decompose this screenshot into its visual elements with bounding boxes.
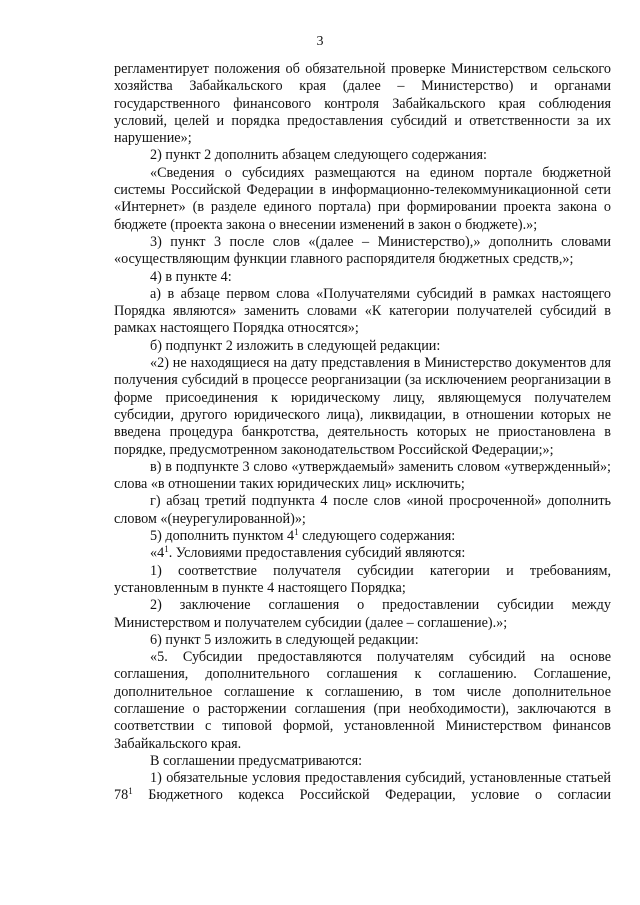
superscript: 1 (128, 786, 133, 797)
paragraph (114, 545, 611, 562)
paragraph-text-after: . Условиями предоставления субсидий являются: (168, 545, 466, 562)
superscript: 1 (294, 527, 299, 538)
paragraph-text: 2) пункт 2 дополнить абзацем следующего содержания: (150, 147, 487, 164)
paragraph-text: 4) в пункте 4: (150, 268, 232, 285)
superscript: 1 (164, 544, 169, 555)
paragraph-text: 5) дополнить пунктом 4 (150, 528, 295, 545)
paragraph-text: 1) соответствие получателя субсидии категории и требованиям, установленным в пункте 4 настоящего Порядка; (114, 562, 611, 596)
paragraph-text: «4 (150, 545, 165, 562)
paragraph-text: «Сведения о субсидиях размещаются на едином портале бюджетной системы Российской Федерации в информационно-телекоммуникационной сети «Интернет» (в разделе единого портала) при формировании проекта закона о бюджете (проекта закона о внесении изменений в закон о бюджете).»; (114, 164, 611, 233)
paragraph (114, 165, 611, 234)
paragraph-text: регламентирует положения об обязательной проверке Министерством сельского хозяйства Забайкальского края (далее – Министерство) и органами государственного финансового контроля Забайкальского края соблюдения условий, целей и порядка предоставления субсидий и ответственности за их нарушение»; (114, 61, 611, 147)
paragraph (114, 753, 611, 770)
paragraph (114, 597, 611, 632)
paragraph (114, 563, 611, 598)
paragraph-text: 2) заключение соглашения о предоставлении субсидии между Министерством и получателем субсидии (далее – соглашение).»; (114, 597, 611, 631)
paragraph (114, 234, 611, 269)
paragraph (114, 355, 611, 459)
paragraph-text: 6) пункт 5 изложить в следующей редакции: (150, 631, 419, 648)
page-number: 3 (316, 34, 324, 49)
paragraph-text: а) в абзаце первом слова «Получателями субсидий в рамках настоящего Порядка являются» заменить словами «К категории получателей субсидий в рамках настоящего Порядка относятся»; (114, 285, 611, 337)
paragraph-text-after: Бюджетного кодекса Российской Федерации, условие о согласии (132, 787, 611, 804)
paragraph (114, 770, 611, 805)
paragraph (114, 528, 611, 545)
paragraph-text: б) подпункт 2 изложить в следующей редакции: (150, 337, 441, 354)
document-body (114, 61, 611, 805)
paragraph-text: «5. Субсидии предоставляются получателям субсидий на основе соглашения, дополнительного соглашения к соглашению. Соглашение, дополнительное соглашение к соглашению, в том числе дополнительное соглашение о расторжении соглашения (при необходимости), заключаются в соответствии с типовой формой, установленной Министерством финансов Забайкальского края. (114, 649, 611, 752)
paragraph-text: в) в подпункте 3 слово «утверждаемый» заменить словом «утвержденный»; слова «в отношении таких юридических лиц» исключить; (114, 458, 611, 493)
paragraph-text: «2) не находящиеся на дату представления в Министерство документов для получения субсидий в процессе реорганизации (за исключением реорганизации в форме присоединения к юридическому лицу, являющемуся получателем субсидии, другого юридического лица), ликвидации, в отношении которых не введена процедура банкротства, деятельность которых не приостановлена в порядке, предусмотренном законодательством Российской Федерации;»; (114, 355, 611, 458)
paragraph (114, 286, 611, 338)
paragraph (114, 632, 611, 649)
paragraph (114, 649, 611, 753)
paragraph (114, 338, 611, 355)
paragraph-text: В соглашении предусматриваются: (150, 752, 363, 769)
paragraph-text: 3) пункт 3 после слов «(далее – Министерство),» дополнить словами «осуществляющим функции главного распорядителя бюджетных средств,»; (114, 233, 611, 268)
paragraph (114, 269, 611, 286)
paragraph (114, 61, 611, 147)
paragraph (114, 459, 611, 494)
paragraph (114, 147, 611, 164)
paragraph (114, 493, 611, 528)
paragraph-text: г) абзац третий подпункта 4 после слов «иной просроченной» дополнить словом «(неурегулированной)»; (114, 493, 611, 527)
paragraph-text-after: следующего содержания: (298, 528, 456, 545)
paragraph-text: 1) обязательные условия предоставления субсидий, установленные статьей 78 (114, 770, 611, 804)
